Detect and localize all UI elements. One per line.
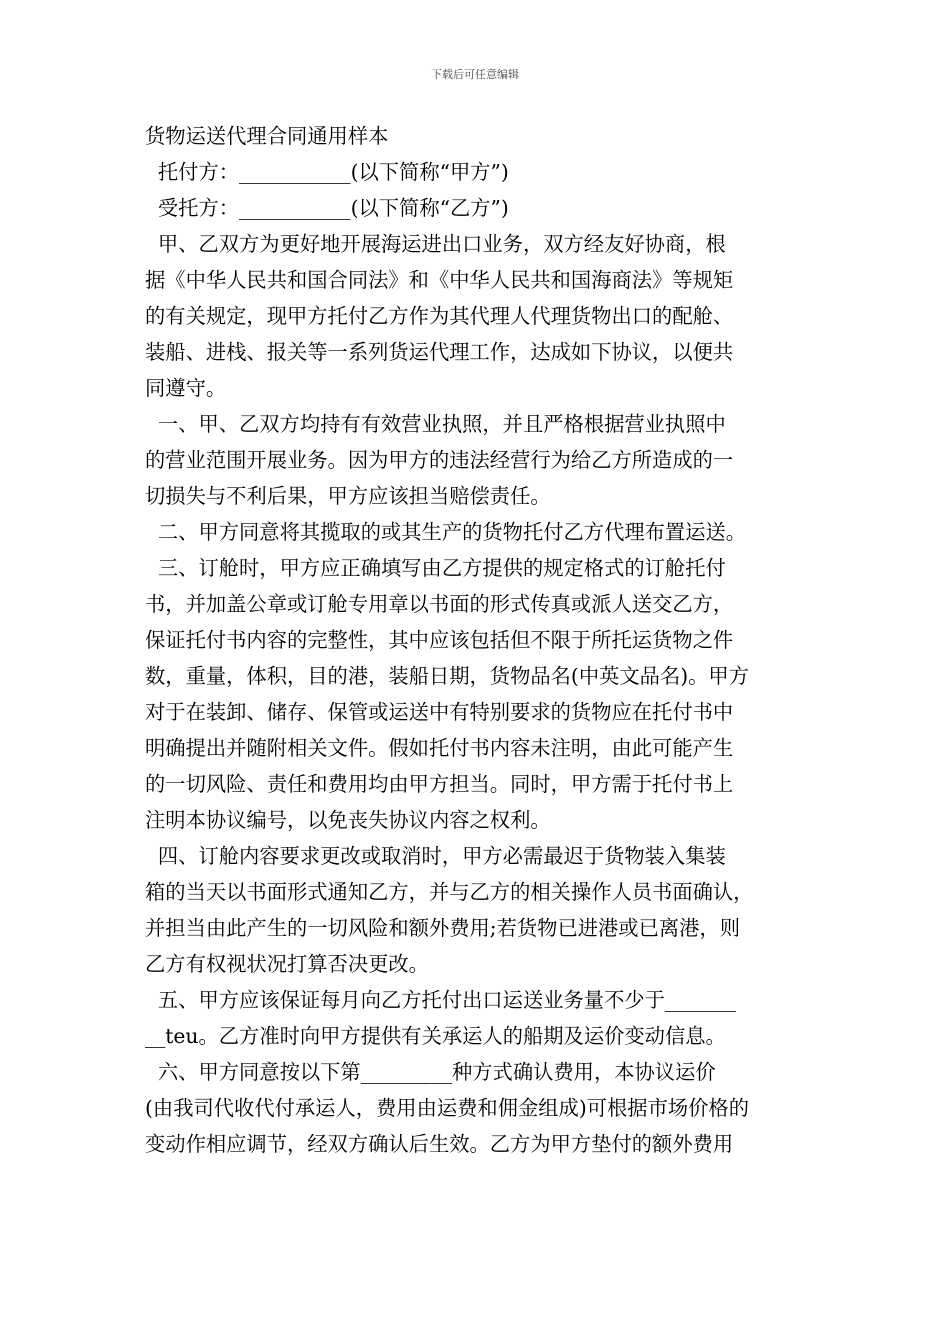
- text-line: 四、订舱内容要求更改或取消时，甲方必需最迟于货物装入集装: [145, 844, 726, 868]
- text-line: 的有关规定，现甲方托付乙方作为其代理人代理货物出口的配舱、: [145, 304, 734, 328]
- text-line: 保证托付书内容的完整性，其中应该包括但不限于所托运货物之件: [145, 628, 734, 652]
- text-line: __teu。乙方准时向甲方提供有关承运人的船期及运价变动信息。: [145, 1024, 726, 1048]
- text-line: (由我司代收代付承运人，费用由运费和佣金组成)可根据市场价格的: [145, 1096, 749, 1120]
- text-line: 托付方：___________(以下简称“甲方”): [145, 160, 509, 184]
- text-line: 箱的当天以书面形式通知乙方，并与乙方的相关操作人员书面确认，: [145, 880, 754, 904]
- text-line: 装船、进栈、报关等一系列货运代理工作，达成如下协议，以便共: [145, 340, 734, 364]
- text-line: 一、甲、乙双方均持有有效营业执照，并且严格根据营业执照中: [145, 412, 726, 436]
- text-line: 切损失与不利后果，甲方应该担当赔偿责任。: [145, 484, 551, 508]
- text-line: 并担当由此产生的一切风险和额外费用;若货物已进港或已离港，则: [145, 916, 740, 940]
- text-line: 乙方有权视状况打算否决更改。: [145, 952, 429, 976]
- text-line: 数，重量，体积，目的港，装船日期，货物品名(中英文品名)。甲方: [145, 664, 749, 688]
- text-line: 的营业范围开展业务。因为甲方的违法经营行为给乙方所造成的一: [145, 448, 734, 472]
- text-line: 五、甲方应该保证每月向乙方托付出口运送业务量不少于_______: [145, 988, 736, 1012]
- text-line: 明确提出并随附相关文件。假如托付书内容未注明，由此可能产生: [145, 736, 734, 760]
- text-line: 三、订舱时，甲方应正确填写由乙方提供的规定格式的订舱托付: [145, 556, 726, 580]
- text-line: 注明本协议编号，以免丧失协议内容之权利。: [145, 808, 551, 832]
- text-line: 书，并加盖公章或订舱专用章以书面的形式传真或派人送交乙方，: [145, 592, 734, 616]
- text-line: 据《中华人民共和国合同法》和《中华人民共和国海商法》等规矩: [145, 268, 734, 292]
- text-line: 同遵守。: [145, 376, 227, 400]
- text-line: 二、甲方同意将其揽取的或其生产的货物托付乙方代理布置运送。: [145, 520, 747, 544]
- page-header: 下载后可任意编辑: [431, 68, 519, 81]
- text-line: 甲、乙双方为更好地开展海运进出口业务，双方经友好协商，根: [145, 232, 726, 256]
- text-line: 对于在装卸、储存、保管或运送中有特别要求的货物应在托付书中: [145, 700, 734, 724]
- document-body: [145, 118, 809, 1162]
- text-line: 受托方：___________(以下简称“乙方”): [145, 196, 509, 220]
- text-line: 变动作相应调节，经双方确认后生效。乙方为甲方垫付的额外费用: [145, 1132, 734, 1156]
- text-line: 的一切风险、责任和费用均由甲方担当。同时，甲方需于托付书上: [145, 772, 734, 796]
- document-title: 货物运送代理合同通用样本: [145, 124, 389, 148]
- text-line: 六、甲方同意按以下第_________种方式确认费用，本协议运价: [145, 1060, 716, 1084]
